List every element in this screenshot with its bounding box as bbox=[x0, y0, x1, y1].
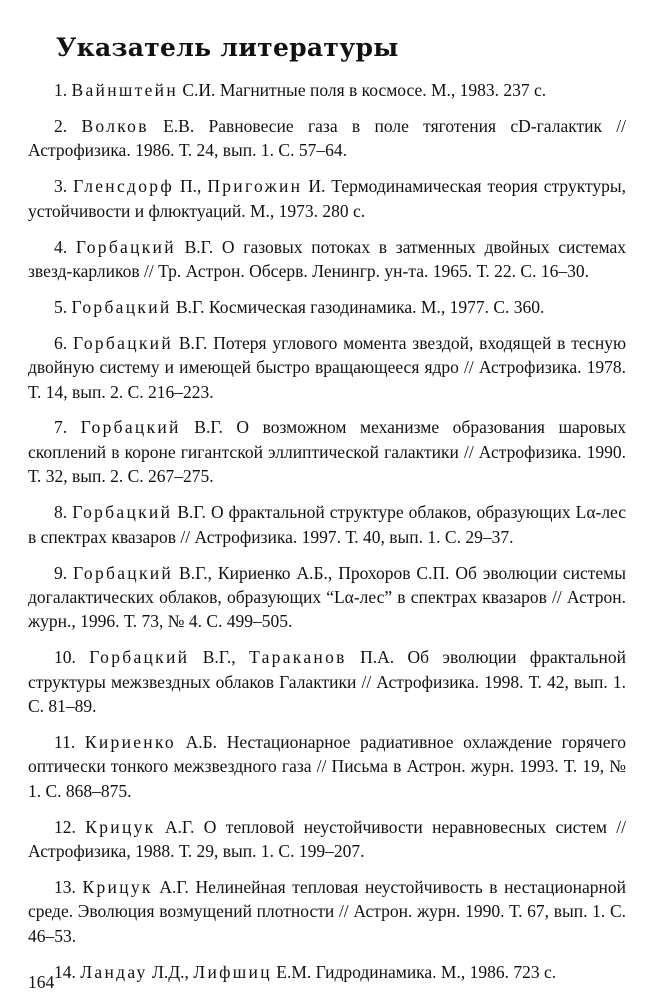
reference-item bbox=[28, 415, 626, 488]
reference-number: 11. bbox=[54, 731, 76, 752]
reference-text: Нелинейная тепловая неустойчивость в нестационарной среде. Эволюция возмущений плотности // Астрон. журн. 1990. Т. 67, вып. 1. С. 46–53. bbox=[28, 876, 626, 946]
reference-text: Кириенко А.Б., Прохоров С.П. Об эволюции системы догалактических облаков, образующих “Lα-лес” в спектрах квазаров // Астрон. журн., 1996. Т. 73, № 4. С. 499–505. bbox=[28, 562, 626, 632]
reference-author-initials: Л.Д., bbox=[151, 961, 189, 982]
reference-author: Горбацкий bbox=[73, 562, 174, 583]
reference-author: Лифшиц bbox=[193, 961, 272, 982]
reference-text: Магнитные поля в космосе. М., 1983. 237 с. bbox=[215, 80, 547, 100]
reference-author: Волков bbox=[81, 115, 149, 136]
reference-item bbox=[28, 114, 626, 163]
reference-item bbox=[28, 561, 626, 634]
reference-author-initials: С.И. bbox=[182, 80, 216, 100]
reference-author: Ландау bbox=[80, 961, 148, 982]
reference-text: О возможном механизме образования шаровых скоплений в короне гигантской эллиптической галактики // Астрофизика. 1990. Т. 32, вып. 2. С. 267–275. bbox=[28, 417, 627, 487]
reference-author-initials: В.Г. bbox=[184, 236, 214, 257]
reference-author-initials: В.Г. bbox=[194, 417, 223, 438]
reference-item bbox=[28, 875, 626, 948]
reference-author-initials: А.Г. bbox=[164, 816, 195, 837]
reference-text: Равновесие газа в поле тяготения cD-галактик // Астрофизика. 1986. Т. 24, вып. 1. С. 57–64. bbox=[28, 115, 627, 161]
reference-text: Об эволюции фрактальной структуры межзвездных облаков Галактики // Астрофизика. 1998. Т. 42, вып. 1. С. 81–89. bbox=[28, 647, 626, 717]
reference-text: О фрактальной структуре облаков, образующих Lα-лес в спектрах квазаров // Астрофизика. 1997. Т. 40, вып. 1. С. 29–37. bbox=[28, 502, 627, 547]
reference-author: Горбацкий bbox=[75, 236, 176, 257]
reference-item bbox=[28, 645, 626, 718]
reference-author-initials: Е.В. bbox=[163, 115, 195, 136]
reference-item bbox=[28, 78, 626, 102]
reference-text: Термодинамическая теория структуры, устойчивости и флюктуаций. М., 1973. 280 с. bbox=[28, 176, 627, 221]
reference-author: Крицук bbox=[82, 876, 153, 897]
reference-author-initials: В.Г., bbox=[179, 562, 212, 583]
reference-author: Горбацкий bbox=[80, 417, 181, 438]
reference-list bbox=[28, 78, 626, 984]
reference-number: 13. bbox=[54, 876, 76, 897]
reference-item bbox=[28, 295, 626, 319]
reference-number: 3. bbox=[54, 176, 68, 197]
reference-item bbox=[28, 730, 626, 803]
reference-item bbox=[28, 500, 626, 549]
reference-number: 6. bbox=[54, 332, 68, 353]
reference-number: 4. bbox=[54, 236, 68, 257]
reference-author: Горбацкий bbox=[89, 647, 190, 668]
reference-author-initials: П.А. bbox=[360, 647, 395, 668]
reference-number: 7. bbox=[54, 417, 68, 438]
reference-author: Вайнштейн bbox=[71, 80, 178, 100]
reference-author: Гленсдорф bbox=[73, 176, 174, 197]
reference-number: 14. bbox=[54, 961, 76, 982]
reference-text: Потеря углового момента звездой, входящей в тесную двойную систему и имеющей быстро вращающееся ядро // Астрофизика. 1978. Т. 14, вып. 2. С. 216–223. bbox=[28, 332, 627, 402]
reference-author-initials: В.Г. bbox=[178, 332, 208, 353]
reference-author-initials: В.Г. bbox=[177, 502, 206, 523]
reference-author: Пригожин bbox=[207, 176, 303, 197]
reference-author-initials: А.Г. bbox=[159, 876, 189, 897]
reference-number: 5. bbox=[54, 296, 68, 317]
page-title: Указатель литературы bbox=[56, 32, 399, 62]
reference-author: Горбацкий bbox=[71, 296, 172, 317]
reference-author: Кириенко bbox=[84, 731, 176, 752]
reference-text: О тепловой неустойчивости неравновесных систем // Астрофизика, 1988. Т. 29, вып. 1. С. 199–207. bbox=[28, 816, 627, 862]
reference-author-initials: И. bbox=[308, 176, 326, 197]
reference-text: Космическая газодинамика. М., 1977. С. 360. bbox=[204, 296, 545, 317]
reference-author-initials: В.Г. bbox=[175, 296, 205, 317]
reference-number: 8. bbox=[54, 502, 68, 523]
reference-number: 2. bbox=[54, 115, 68, 136]
reference-item bbox=[28, 960, 626, 984]
reference-author: Тараканов bbox=[249, 647, 347, 668]
reference-number: 1. bbox=[54, 80, 68, 100]
reference-author-initials: А.Б. bbox=[185, 731, 218, 752]
reference-number: 9. bbox=[54, 562, 68, 583]
reference-author: Горбацкий bbox=[72, 332, 174, 353]
reference-number: 12. bbox=[54, 816, 76, 837]
reference-author-initials: В.Г., bbox=[202, 647, 236, 668]
reference-item bbox=[28, 174, 626, 223]
reference-item bbox=[28, 331, 626, 404]
reference-author-initials: П., bbox=[179, 176, 202, 197]
reference-text: Нестационарное радиативное охлаждение горячего оптически тонкого межзвездного газа // Письма в Астрон. журн. 1993. Т. 19, № 1. С. 868–875. bbox=[28, 731, 626, 801]
reference-text: Гидродинамика. М., 1986. 723 с. bbox=[311, 961, 557, 982]
reference-author: Крицук bbox=[85, 816, 156, 837]
reference-author: Горбацкий bbox=[72, 502, 173, 523]
reference-item bbox=[28, 235, 626, 284]
page-number: 164 bbox=[28, 972, 55, 992]
reference-text: О газовых потоках в затменных двойных системах звезд-карликов // Тр. Астрон. Обсерв. Ленингр. ун-та. 1965. Т. 22. С. 16–30. bbox=[28, 236, 626, 281]
reference-number: 10. bbox=[54, 647, 76, 668]
reference-item bbox=[28, 815, 626, 864]
reference-author-initials: Е.М. bbox=[276, 961, 312, 982]
